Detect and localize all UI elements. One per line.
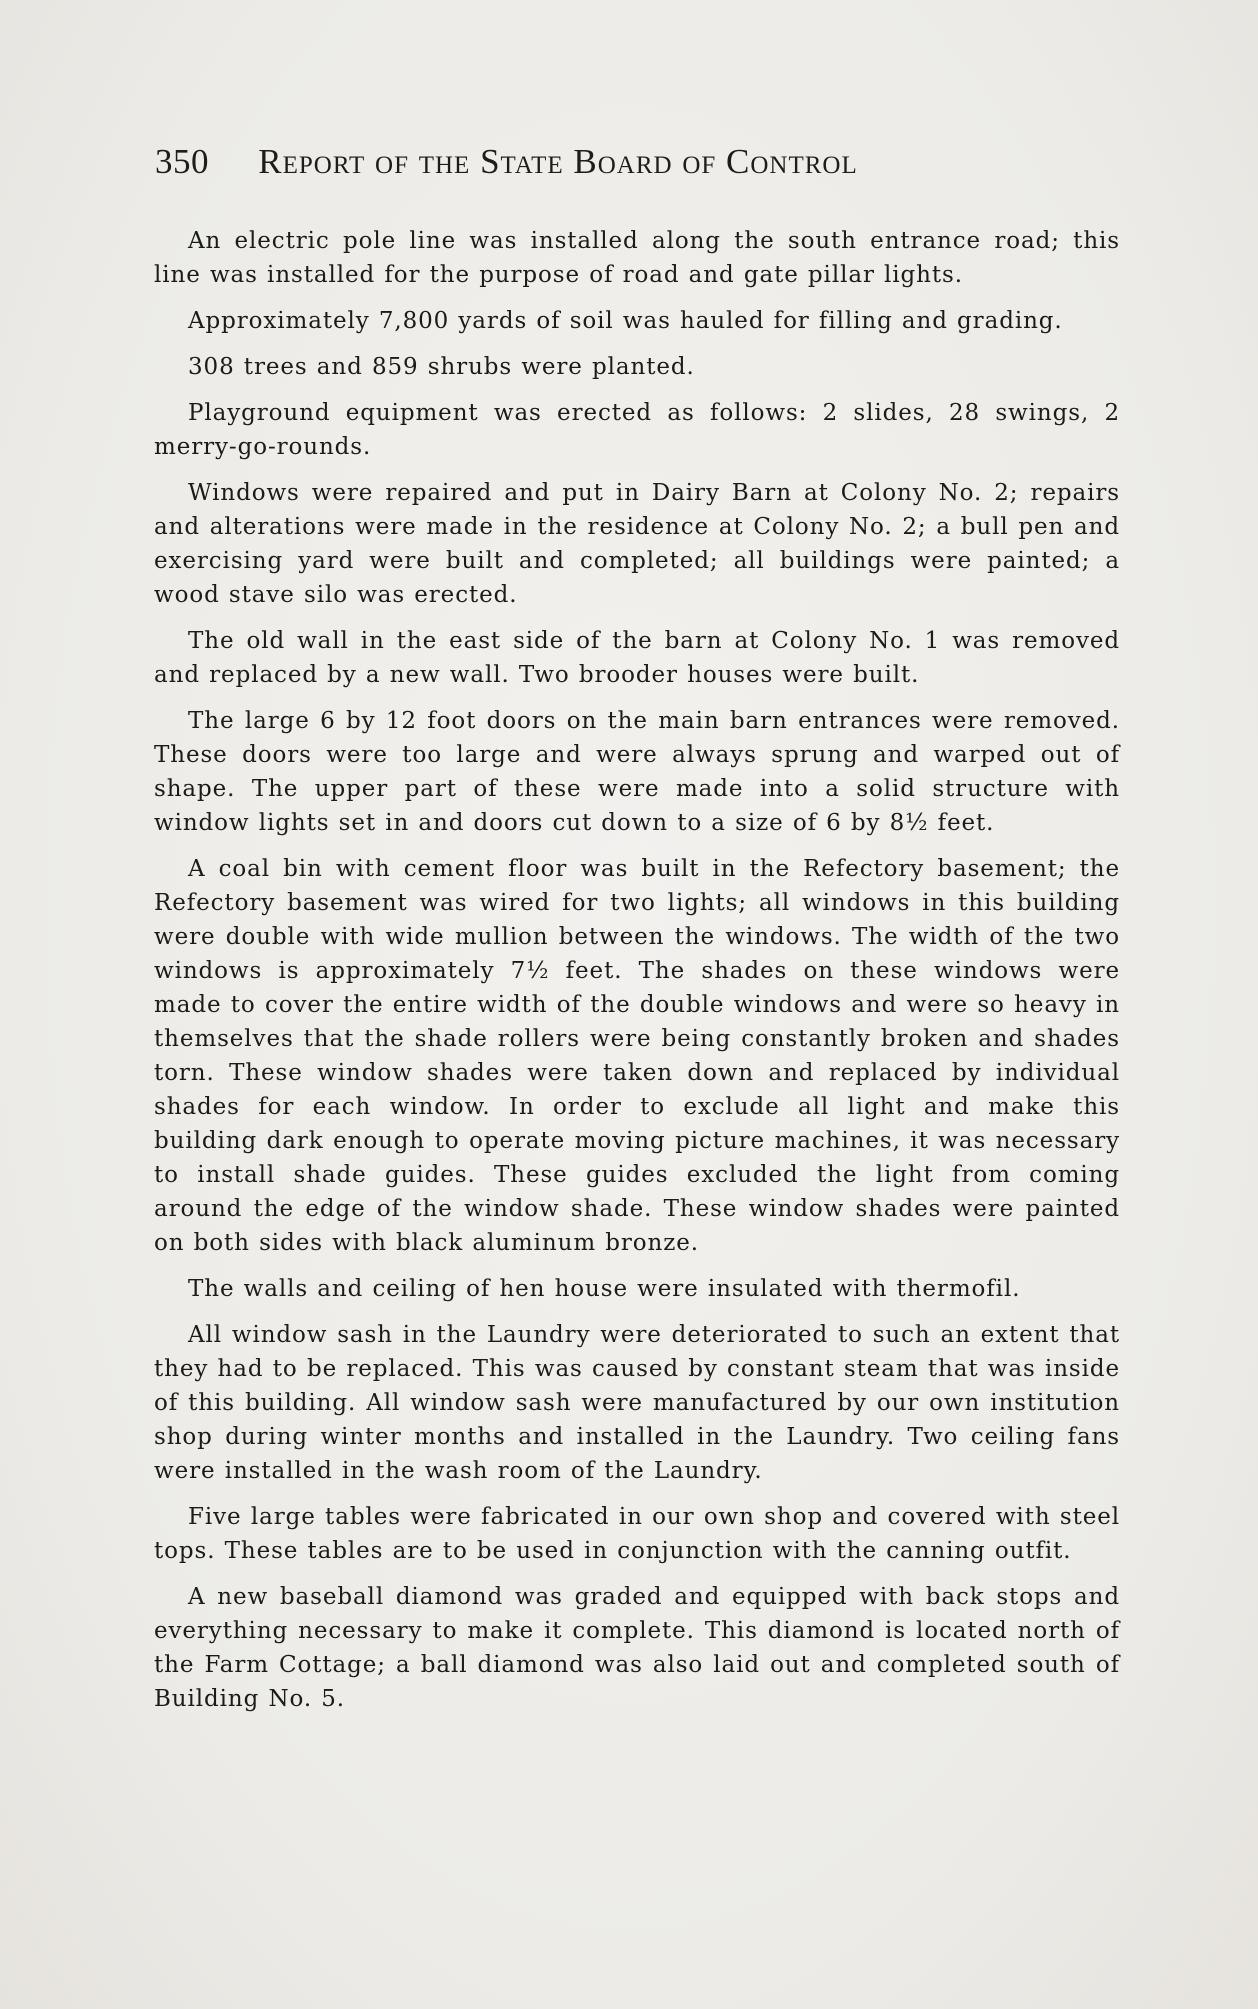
running-title: Report of the State Board of Control [258, 142, 858, 181]
paragraph-dairy-barn-repairs: Windows were repaired and put in Dairy Barn at Colony No. 2; repairs and alterations were made in the residence at Colony No. 2; a bull pen and exercising yard were built and completed; all buildings were painted; a wood stave silo was erected. [154, 480, 1120, 608]
paragraph-tables: Five large tables were fabricated in our own shop and covered with steel tops. These tables are to be used in conjunction with the canning outfit. [154, 1504, 1120, 1564]
paragraph-electric-pole-line: An electric pole line was installed along the south entrance road; this line was installed for the purpose of road and gate pillar lights. [154, 228, 1120, 288]
paragraph-playground-equipment: Playground equipment was erected as follows: 2 slides, 28 swings, 2 merry-go-rounds. [154, 400, 1120, 460]
paragraph-baseball-diamond: A new baseball diamond was graded and equipped with back stops and everything necessary to make it complete. This diamond is located north of the Farm Cottage; a ball diamond was also laid out and completed south of Building No. 5. [154, 1584, 1120, 1712]
paragraph-barn-doors: The large 6 by 12 foot doors on the main barn entrances were removed. These doors were too large and were always sprung and warped out of shape. The upper part of these were made into a solid structure with window lights set in and doors cut down to a size of 6 by 8½ feet. [154, 708, 1120, 836]
paragraph-barn-wall: The old wall in the east side of the barn at Colony No. 1 was removed and replaced by a new wall. Two brooder houses were built. [154, 628, 1120, 688]
paragraph-hen-house: The walls and ceiling of hen house were insulated with thermofil. [188, 1276, 1021, 1302]
body-text [154, 224, 1120, 1728]
paragraph-refectory-basement: A coal bin with cement floor was built in the Refectory basement; the Refectory basement was wired for two lights; all windows in this building were double with wide mullion between the windows. The width of the two windows is approximately 7½ feet. The shades on these windows were made to cover the entire width of the double windows and were so heavy in themselves that the shade rollers were being constantly broken and shades torn. These window shades were taken down and replaced by individual shades for each window. In order to exclude all light and make this building dark enough to operate moving picture machines, it was necessary to install shade guides. These guides excluded the light from coming around the edge of the window shade. These window shades were painted on both sides with black aluminum bronze. [154, 856, 1120, 1256]
paragraph-trees-shrubs: 308 trees and 859 shrubs were planted. [188, 354, 695, 380]
page-number: 350 [155, 142, 209, 181]
paragraph-laundry-sash: All window sash in the Laundry were deteriorated to such an extent that they had to be replaced. This was caused by constant steam that was inside of this building. All window sash were manufactured by our own institution shop during winter months and installed in the Laundry. Two ceiling fans were installed in the wash room of the Laundry. [154, 1322, 1120, 1484]
paragraph-soil-hauled: Approximately 7,800 yards of soil was hauled for filling and grading. [188, 308, 1063, 334]
page-header [155, 142, 1115, 192]
